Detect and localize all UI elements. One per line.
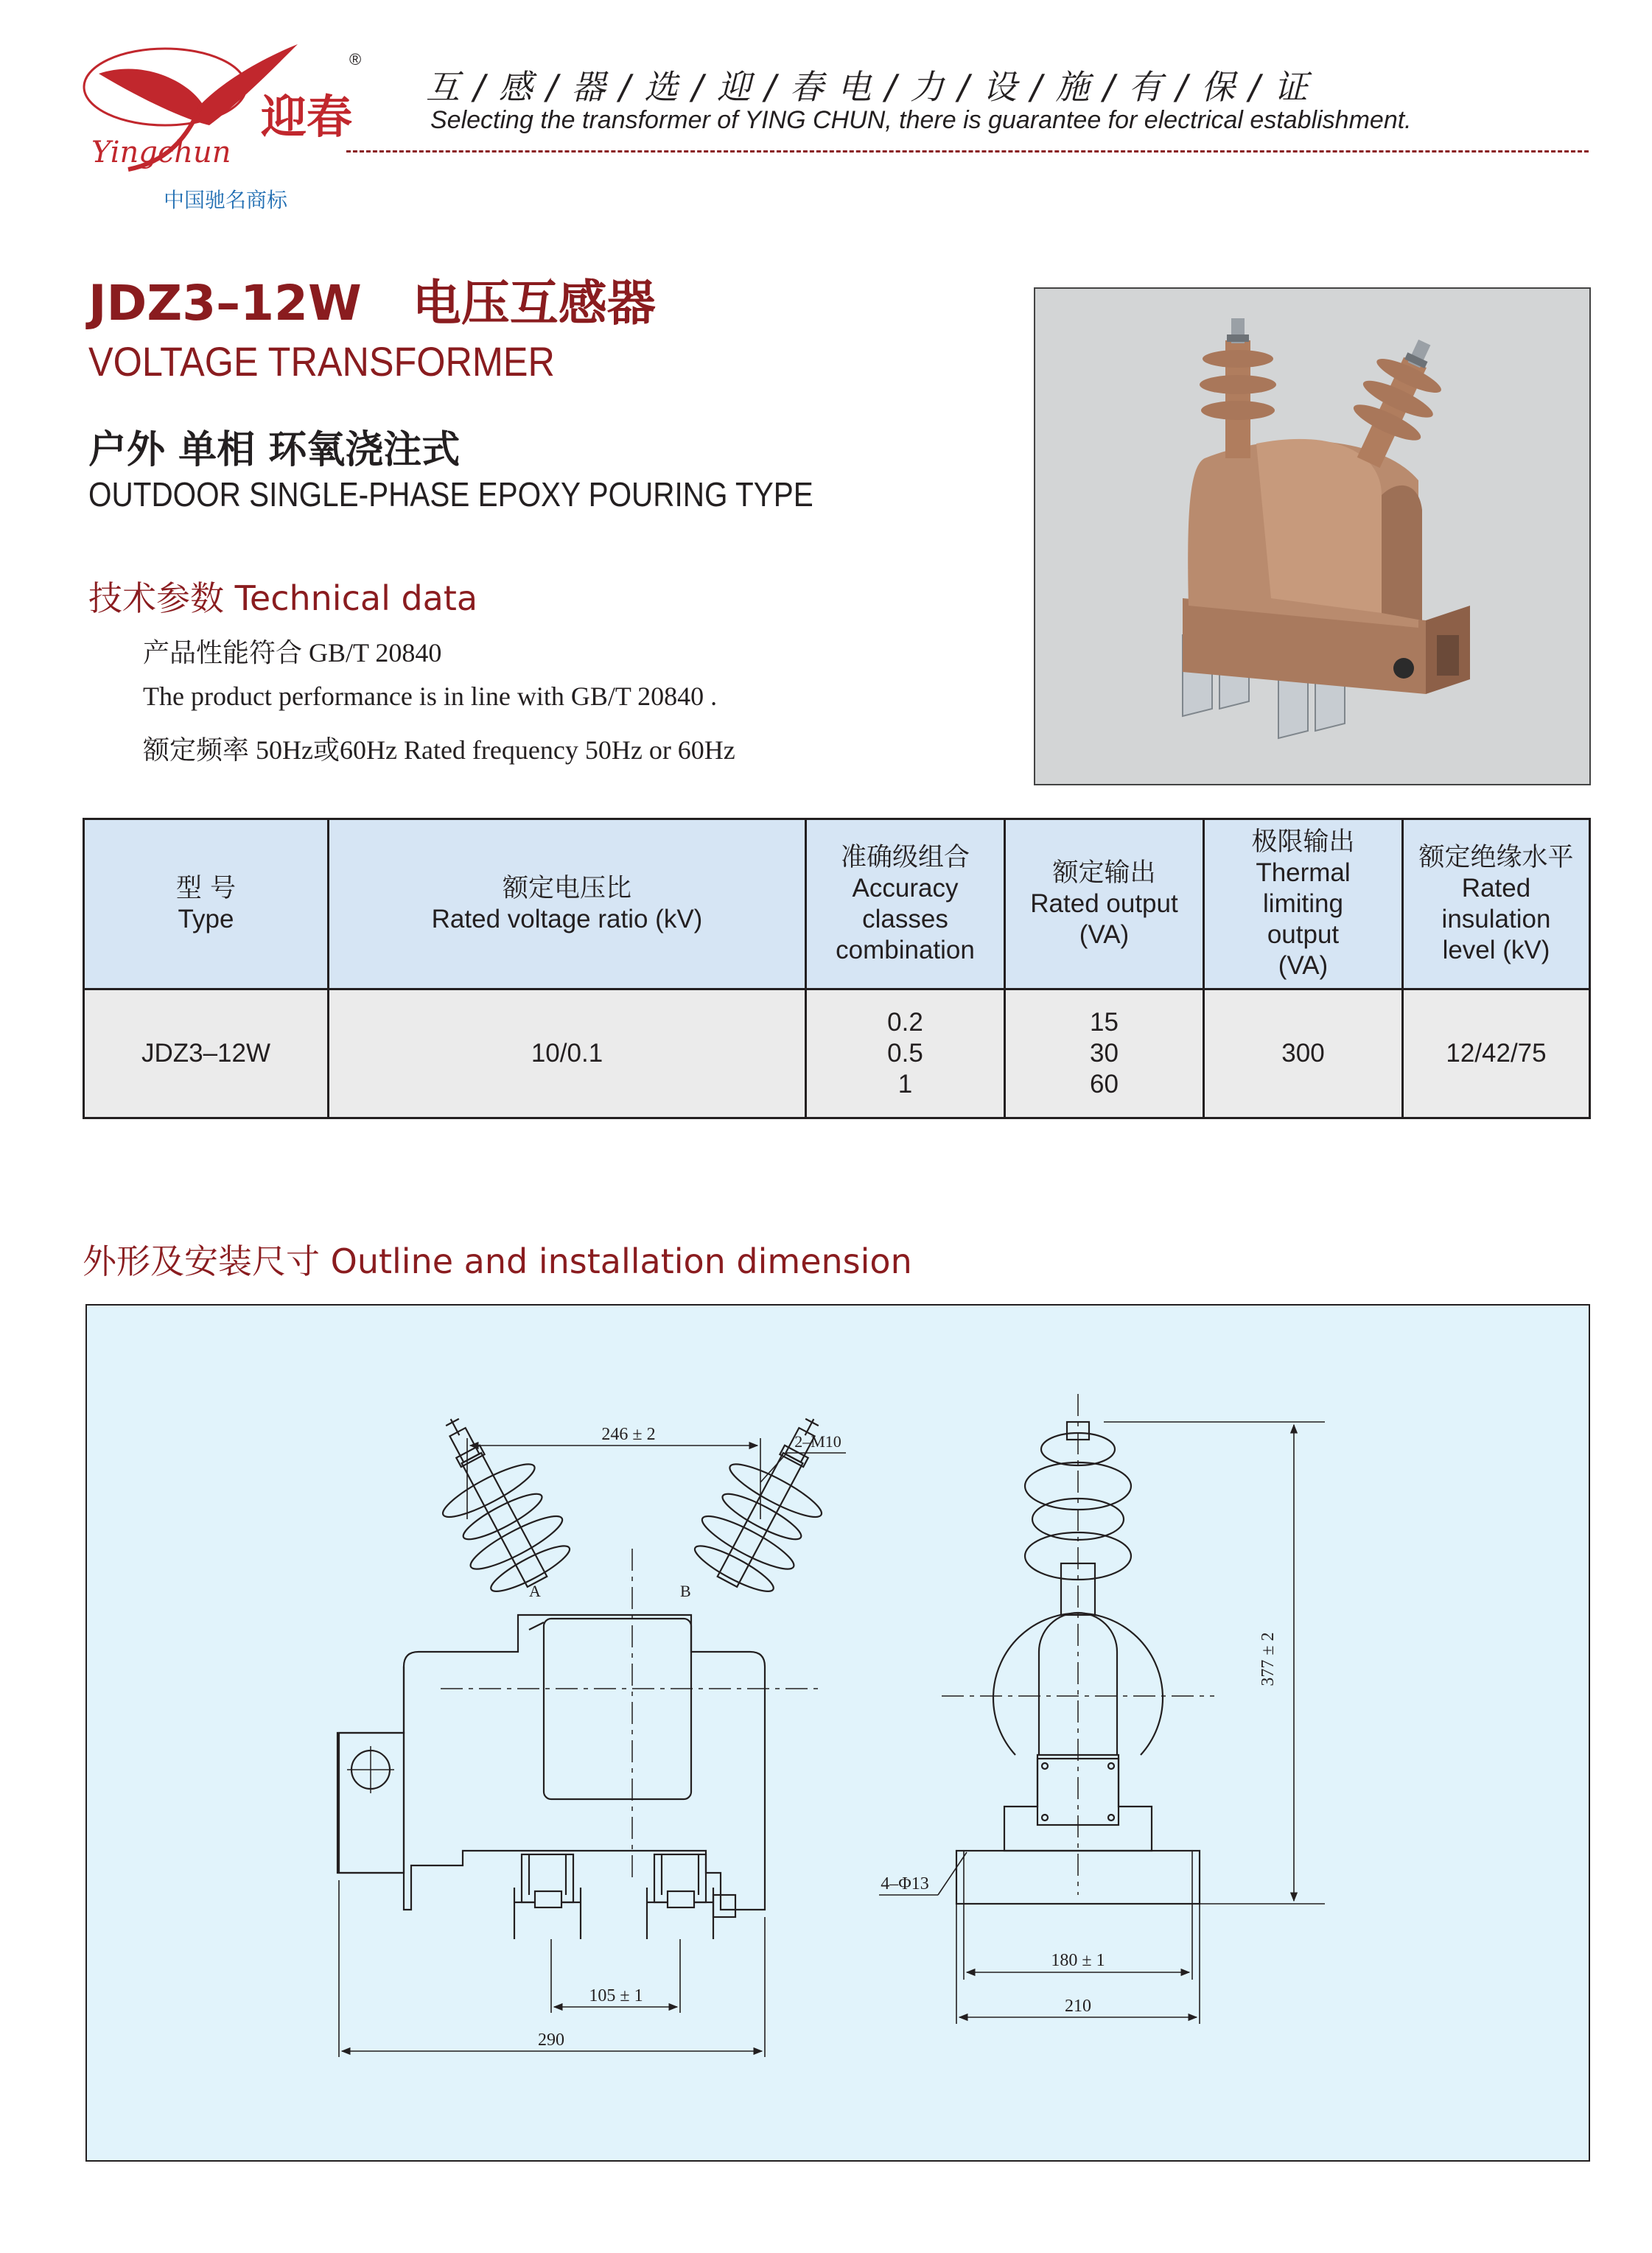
col-header-output: 额定输出 Rated output (VA)	[1005, 819, 1204, 989]
transformer-illustration	[1035, 289, 1589, 784]
outline-drawing	[87, 1306, 1589, 2160]
front-dimensions	[339, 1438, 846, 2057]
left-insulator-icon	[1200, 318, 1276, 458]
cell-output: 15 30 60	[1005, 989, 1204, 1118]
dim-width: 290	[538, 2030, 564, 2050]
standard-line-en: The product performance is in line with GB/T 20840 .	[143, 681, 718, 711]
outline-heading: 外形及安装尺寸 Outline and installation dimension	[83, 1241, 912, 1281]
trademark-note: 中国驰名商标	[164, 188, 288, 212]
side-view	[879, 1394, 1325, 2024]
product-type-en: OUTDOOR SINGLE-PHASE EPOXY POURING TYPE	[88, 475, 813, 514]
side-dimensions	[879, 1422, 1325, 2024]
product-model: JDZ3–12W	[88, 275, 362, 332]
col-header-insulation: 额定绝缘水平 Rated insulation level (kV)	[1403, 819, 1590, 989]
slogan-en: Selecting the transformer of YING CHUN, there is guarantee for electrical establishment.	[430, 106, 1412, 134]
table-header-row	[84, 819, 1590, 989]
product-photo	[1034, 287, 1591, 785]
terminal-b-label: B	[680, 1582, 691, 1600]
spec-table	[83, 818, 1591, 1119]
standard-line-cn: 产品性能符合 GB/T 20840	[143, 638, 442, 668]
front-mount-brackets	[514, 1854, 735, 1939]
cell-accuracy: 0.2 0.5 1	[806, 989, 1005, 1118]
col-header-type: 型 号 Type	[84, 819, 329, 989]
front-right-insulator-icon	[682, 1395, 859, 1605]
table-row	[84, 989, 1590, 1118]
registered-mark-icon: ®	[349, 50, 362, 69]
col-header-thermal: 极限输出 Thermal limiting output (VA)	[1204, 819, 1403, 989]
dim-mount-spacing: 105 ± 1	[589, 1986, 643, 2005]
dim-holes: 4–Φ13	[881, 1874, 929, 1893]
dim-base-width: 210	[1065, 1997, 1091, 2016]
dim-bolt: 2–M10	[794, 1432, 841, 1451]
brand-logo-en: Yingchun	[91, 136, 231, 169]
cell-ratio: 10/0.1	[329, 989, 806, 1118]
dim-height: 377 ± 2	[1259, 1632, 1278, 1686]
front-left-insulator-icon	[405, 1395, 583, 1605]
dim-base-spacing: 180 ± 1	[1051, 1951, 1105, 1970]
frequency-line: 额定频率 50Hz或60Hz Rated frequency 50Hz or 60Hz	[143, 735, 735, 765]
header-divider	[346, 150, 1589, 153]
product-name-en: VOLTAGE TRANSFORMER	[88, 338, 555, 385]
product-name-cn: 电压互感器	[412, 275, 656, 332]
product-type-cn: 户外 单相 环氧浇注式	[88, 427, 461, 472]
cell-thermal: 300	[1204, 989, 1403, 1118]
technical-data-heading: 技术参数 Technical data	[88, 578, 478, 618]
front-view	[337, 1395, 859, 2057]
product-title	[88, 264, 656, 334]
terminal-a-label: A	[529, 1582, 541, 1600]
brand-logo-cn: 迎春	[261, 90, 353, 144]
dim-top-span: 246 ± 2	[601, 1425, 656, 1444]
col-header-ratio: 额定电压比 Rated voltage ratio (kV)	[329, 819, 806, 989]
col-header-accuracy: 准确级组合 Accuracy classes combination	[806, 819, 1005, 989]
cell-insulation: 12/42/75	[1403, 989, 1590, 1118]
outline-drawing-panel	[85, 1304, 1590, 2162]
cell-type: JDZ3–12W	[84, 989, 329, 1118]
slogan-cn: 互 / 感 / 器 / 选 / 迎 / 春 电 / 力 / 设 / 施 / 有 / 保 / 证	[426, 67, 1309, 107]
